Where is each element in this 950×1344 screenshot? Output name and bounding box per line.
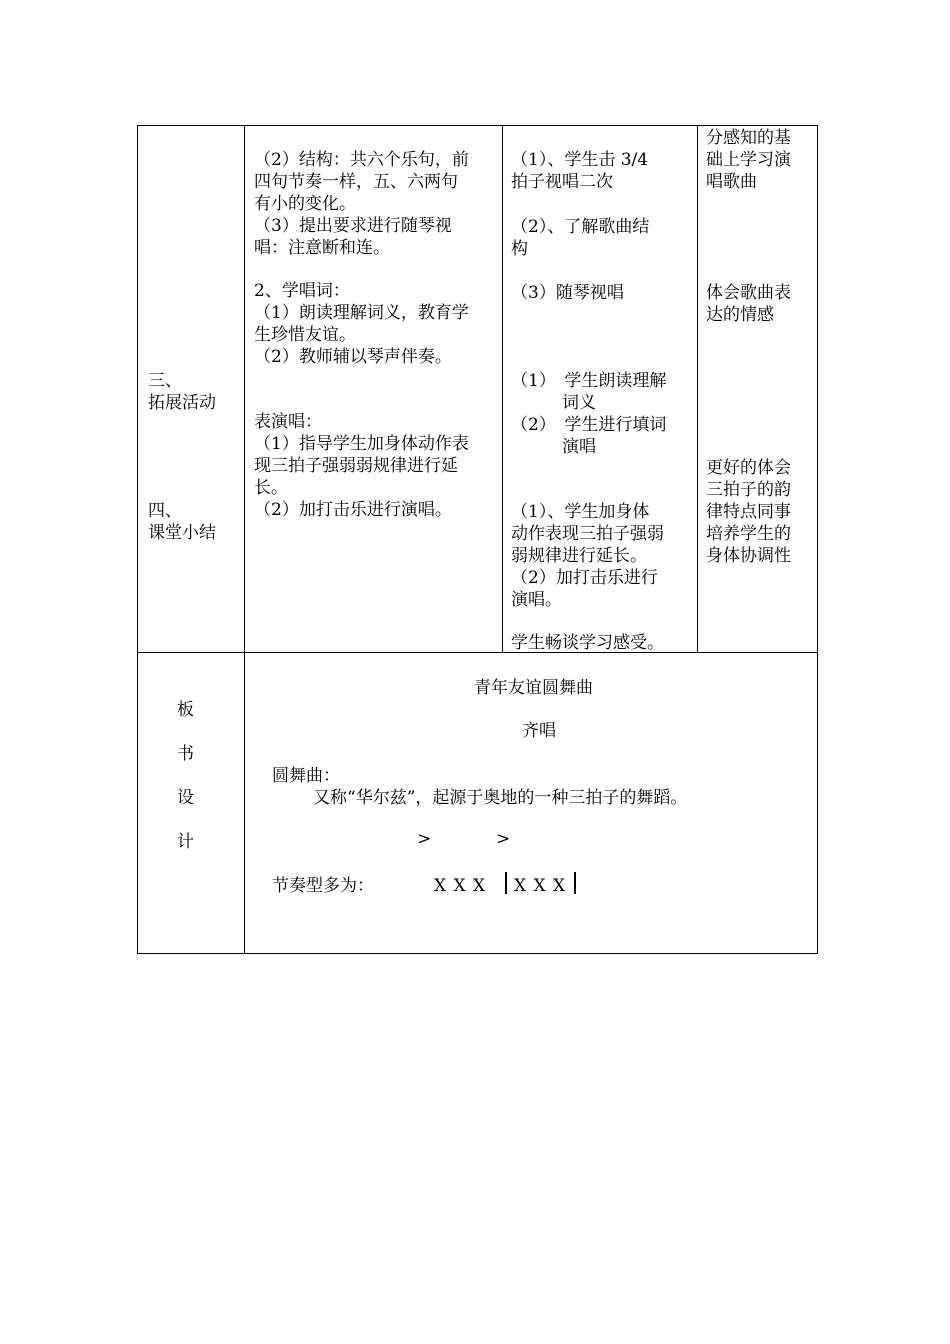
purpose-block-2 — [706, 282, 791, 326]
purpose-line: 律特点同事 — [706, 502, 791, 522]
rhythm-notes-first: X X X — [434, 876, 487, 896]
rhythm-label: 节奏型多为： — [272, 876, 374, 896]
student-line: 演唱 — [511, 437, 596, 457]
teacher-line: 表演唱： — [254, 412, 322, 432]
board-label-char: 板 — [177, 700, 194, 720]
table-bottom-border — [137, 953, 818, 954]
student-block-3 — [511, 282, 624, 304]
student-line: （1） 学生朗读理解 — [511, 371, 667, 391]
teacher-line: （1）朗读理解词义，教育学 — [254, 303, 469, 323]
teacher-line: 四句节奏一样，五、六两句 — [254, 172, 458, 192]
teacher-line: （2）教师辅以琴声伴奏。 — [254, 347, 452, 367]
col-divider-3 — [697, 125, 698, 653]
teacher-line: （2）加打击乐进行演唱。 — [254, 500, 452, 520]
board-definition-body: 又称“华尔兹”，起源于奥地的一种三拍子的舞蹈。 — [313, 788, 688, 808]
purpose-line: 体会歌曲表 — [706, 283, 791, 303]
rhythm-notes-second: X X X — [514, 876, 567, 896]
student-line: 动作表现三拍子强弱 — [511, 524, 664, 544]
board-song-title: 青年友谊圆舞曲 — [474, 678, 593, 698]
table-left-border — [137, 125, 138, 954]
board-label-char: 计 — [177, 832, 194, 852]
teacher-line: 长。 — [254, 478, 288, 498]
student-line: （2） 学生进行填词 — [511, 415, 667, 435]
stage-four-title: 课堂小结 — [148, 523, 216, 543]
purpose-line: 分感知的基 — [706, 128, 791, 148]
col-divider-2 — [502, 125, 503, 653]
col-divider-1 — [244, 125, 245, 954]
student-line: 构 — [511, 239, 528, 259]
table-divider-board — [137, 652, 818, 653]
teacher-line: 2、学唱词： — [254, 281, 350, 301]
student-line: （1）、学生加身体 — [511, 502, 650, 522]
purpose-line: 唱歌曲 — [706, 172, 757, 192]
stage-four — [148, 500, 216, 544]
stage-three-number: 三、 — [148, 371, 182, 391]
student-line: 弱规律进行延长。 — [511, 546, 647, 566]
bar-line — [574, 872, 576, 894]
student-block-4 — [511, 370, 666, 458]
purpose-line: 培养学生的 — [706, 524, 791, 544]
board-label-char: 设 — [177, 788, 194, 808]
board-definition-heading: 圆舞曲： — [272, 766, 340, 786]
student-line: （2）加打击乐进行 — [511, 568, 658, 588]
table-right-border — [817, 125, 818, 954]
teacher-line: 现三拍子强弱弱规律进行延 — [254, 456, 458, 476]
bar-line — [505, 872, 507, 894]
purpose-line: 达的情感 — [706, 305, 774, 325]
purpose-line: 更好的体会 — [706, 458, 791, 478]
purpose-line: 础上学习演 — [706, 150, 791, 170]
board-subtitle: 齐唱 — [522, 721, 556, 741]
accent-mark: > — [496, 829, 511, 849]
purpose-block-1 — [706, 127, 791, 193]
student-line: 拍子视唱二次 — [511, 172, 613, 192]
student-line: 演唱。 — [511, 590, 562, 610]
student-line: （3）随琴视唱 — [511, 283, 624, 303]
teacher-line: （3）提出要求进行随琴视 — [254, 216, 452, 236]
teacher-line: （1）指导学生加身体动作表 — [254, 434, 469, 454]
teacher-block-performance — [254, 411, 469, 521]
stage-four-number: 四、 — [148, 501, 182, 521]
board-label-char: 书 — [177, 744, 194, 764]
purpose-block-3 — [706, 457, 791, 567]
accent-mark: > — [417, 829, 432, 849]
table-top-border — [137, 125, 818, 126]
student-block-1 — [511, 149, 648, 193]
student-block-2 — [511, 216, 649, 260]
teacher-line: （2）结构：共六个乐句，前 — [254, 150, 469, 170]
student-line: （1）、学生击 3/4 — [511, 150, 649, 170]
stage-three — [148, 370, 216, 414]
teacher-line: 唱：注意断和连。 — [254, 238, 390, 258]
student-block-6 — [511, 632, 664, 654]
stage-three-title: 拓展活动 — [148, 393, 216, 413]
teacher-block-structure — [254, 149, 469, 259]
student-line: 学生畅谈学习感受。 — [511, 633, 664, 653]
student-line: 词义 — [511, 393, 596, 413]
teacher-block-lyrics — [254, 280, 469, 368]
student-line: （2）、了解歌曲结 — [511, 217, 650, 237]
student-block-5 — [511, 501, 664, 611]
teacher-line: 有小的变化。 — [254, 194, 356, 214]
purpose-line: 三拍子的韵 — [706, 480, 791, 500]
teacher-line: 生珍惜友谊。 — [254, 325, 356, 345]
purpose-line: 身体协调性 — [706, 546, 791, 566]
